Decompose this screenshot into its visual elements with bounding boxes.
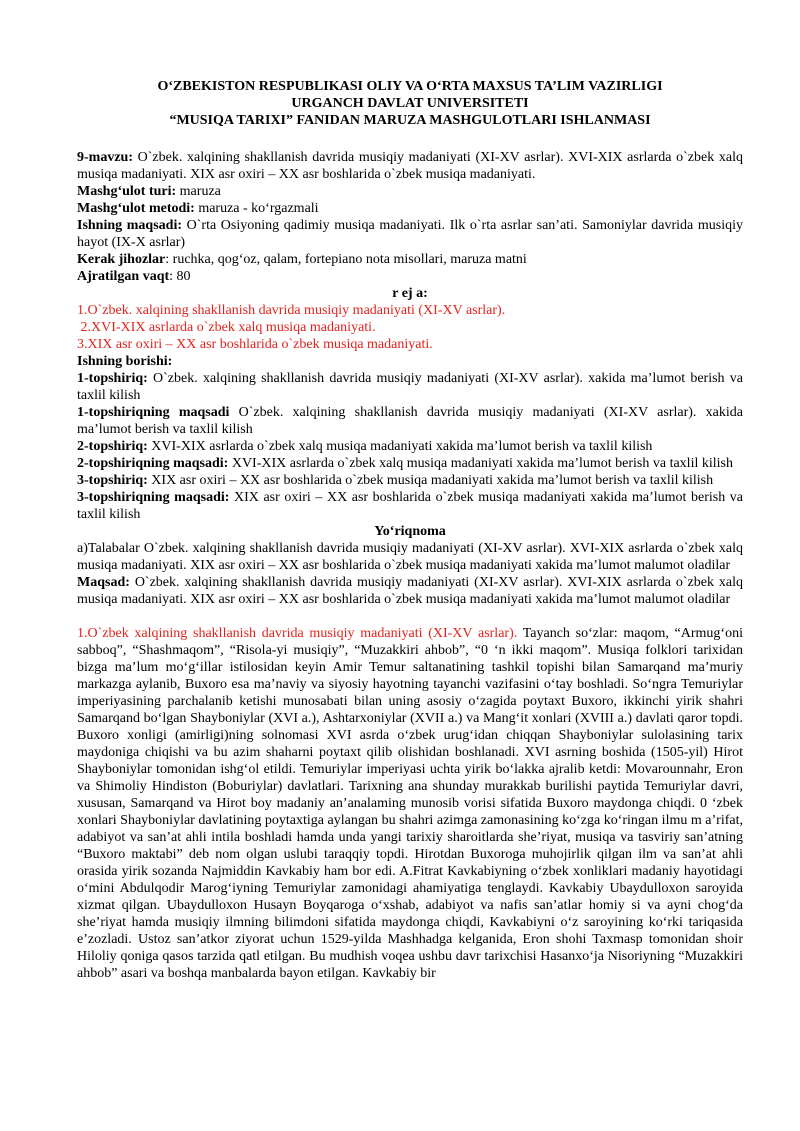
task-text: XIX asr oxiri – XX asr boshlarida o`zbek musiqa madaniyati xakida ma’lumot berish va taxlil kilish	[147, 473, 714, 488]
header-ministry: O‘ZBEKISTON RESPUBLIKASI OLIY VA O‘RTA MAXSUS TA’LIM VAZIRLIGI	[157, 79, 663, 94]
instructions-goal-label: Maqsad:	[77, 575, 130, 590]
plan-item: 2.XVI-XIX asrlarda o`zbek xalq musiqa madaniyati.	[77, 320, 376, 335]
work-goal-label: Ishning maqsadi:	[77, 218, 183, 233]
task-item	[77, 404, 743, 438]
header-university: URGANCH DAVLAT UNIVERSITETI	[291, 96, 529, 111]
allotted-time	[77, 268, 743, 285]
work-goal	[77, 217, 743, 251]
work-goal-text: O`rta Osiyoning qadimiy musiqa madaniyati. Ilk o`rta asrlar san’ati. Samoniylar davrida musiqiy hayot (IX-X asrlar)	[77, 218, 743, 250]
document-header	[77, 78, 743, 129]
instructions-title: Yo‘riqnoma	[374, 524, 446, 539]
lesson-method-label: Mashg‘ulot metodi:	[77, 201, 195, 216]
task-item	[77, 370, 743, 404]
task-text: XVI-XIX asrlarda o`zbek xalq musiqa madaniyati xakida ma’lumot berish va taxlil kilish	[147, 439, 653, 454]
lesson-type	[77, 183, 743, 200]
header-subject: “MUSIQA TARIXI” FANIDAN MARUZA MASHGULOTLARI ISHLANMASI	[169, 113, 651, 128]
plan-title: r ej a:	[392, 286, 428, 301]
lesson-type-label: Mashg‘ulot turi:	[77, 184, 177, 199]
task-label: 2-topshiriqning maqsadi:	[77, 456, 229, 471]
instructions-goal-text: O`zbek. xalqining shakllanish davrida musiqiy madaniyati (XI-XV asrlar). XVI-XIX asrlarda o`zbek xalq musiqa madaniyati. XIX asr oxiri – XX asr boshlarida o`zbek musiqa madaniyati xakida ma’lumot malumot oladilar	[77, 575, 743, 607]
procedure-title: Ishning borishi:	[77, 354, 173, 369]
section-1-body: Tayanch so‘zlar: maqom, “Armug‘oni sabboq”, “Shashmaqom”, “Risola-yi musiqiy”, “Muzakkiri ahbob”, “0 ‘n ikki maqom”. Musiqa folklori tarixidan bizga ma’lum mo‘g‘illar istilosidan keyin Amir Temur saltanatining tashkil topishi bilan Samarqand ma’muriy markazga aylanib, Buxoro esa ma’naviy va siyosiy hayotning tayanchi vazifasini o‘tay boshladi. So‘ngra Temuriylar imperiyasining parchalanib ketishi munosabati bilan uning asosiy o‘zagida poytaxt Buxoro, ikkinchi yirik shahri Samarqand bo‘lgan Shayboniylar (XVI a.), Ashtarxoniylar (XVII a.) va Mang‘it xonlari (XVIII a.) davlati qaror topdi. Buxoro xonligi (amirligi)ning solnomasi XVI asrda o‘zbek urug‘idan chiqqan Shayboniylar sulolasining tarix maydoniga chiqishi va bu azim shaharni poytaxt qilib olishidan boshlanadi. XVI asrning boshida (1505-yil) Hirot Shayboniylar tomonidan ishg‘ol etildi. Temuriylar imperiyasi uchta yirik bo‘lakka ajralib ketdi: Movarounnahr, Eron va Shimoliy Hindiston (Boburiylar) davlatlari. Tarixning ana shunday murakkab burilishi paytida Temuriylar davri, xususan, Samarqand va Hirot boy madaniy an’analaming munosib vorisi sifatida Buxoro maydonga chiqdi. 0 ‘zbek xonlari Shayboniylar davlatining poytaxtiga aylangan bu shahri azimga zamonasining ko‘zga ko‘ringan ilmu m a’rifat, adabiyot va san’at ahli intila boshladi hamda unda yangi tarixiy sharoitlarda she’riyat, musiqa va tasviriy san’atning “Buxoro maktabi” deb nom olgan uslubi taraqqiy topdi. Hirotdan Buxoroga muhojirlik qilgan ilm va san’at ahli orasida yirik sozanda Najmiddin Kavkabiy ham bor edi. A.Fitrat Kavkabiyning o‘zbek xonliklari madaniy hayotidagi o‘mini Abdulqodir Marog‘iyning Temuriylar zamonidagi ahamiyatiga tenglaydi. Kavkabiy Ubaydulloxon saroyida xizmat qilgan. Ubaydulloxon Husayn Boyqaroga o‘xshab, adabiyot va nafis san’atlar homiy si va ayni chog‘da she’riyat hamda musiqiy ilmning bilimdoni sifatida maydonga chiqdi, Kavkabiyni o‘z saroyining ko‘rki tariqasida e’zozladi. Ustoz san’atkor ziyorat uchun 1529-yilda Mashhadga kelganida, Eron shohi Taxmasp tomonidan shoir Hiloliy qoniga qasos tarzida qatl etilgan. Bu mudhish voqea ushbu davr tarixchisi Hasanxo‘ja Nisoriyning “Muzakkiri ahbob” asari va boshqa manbalarda bayon etilgan. Kavkabiy bir	[77, 626, 743, 981]
document-page	[77, 78, 743, 982]
task-text: O`zbek. xalqining shakllanish davrida musiqiy madaniyati (XI-XV asrlar). xakida ma’lumot berish va taxlil kilish	[77, 371, 743, 403]
equipment	[77, 251, 743, 268]
topic-text: O`zbek. xalqining shakllanish davrida musiqiy madaniyati (XI-XV asrlar). XVI-XIX asrlarda o`zbek xalq musiqa madaniyati. XIX asr oxiri – XX asr boshlarida o`zbek musiqa madaniyati.	[77, 150, 743, 182]
task-label: 3-topshiriqning maqsadi:	[77, 490, 230, 505]
instructions-a: a)Talabalar O`zbek. xalqining shakllanish davrida musiqiy madaniyati (XI-XV asrlar). XVI-XIX asrlarda o`zbek xalq musiqa madaniyati. XIX asr oxiri – XX asr boshlarida o`zbek musiqa madaniyati xakida ma’lumot malumot oladilar	[77, 541, 743, 573]
task-label: 1-topshiriqning maqsadi	[77, 405, 230, 420]
task-label: 2-topshiriq:	[77, 439, 148, 454]
task-label: 3-topshiriq:	[77, 473, 148, 488]
lesson-type-text: maruza	[176, 184, 221, 199]
equipment-label: Kerak jihozlar	[77, 252, 166, 267]
instructions-goal	[77, 574, 743, 608]
lesson-method-text: maruza - ko‘rgazmali	[194, 201, 319, 216]
section-1-paragraph	[77, 625, 743, 982]
plan-item: 3.XIX asr oxiri – XX asr boshlarida o`zbek musiqa madaniyati.	[77, 337, 433, 352]
topic-paragraph	[77, 149, 743, 183]
task-item	[77, 489, 743, 523]
section-1-heading: 1.O`zbek xalqining shakllanish davrida musiqiy madaniyati (XI-XV asrlar).	[77, 626, 518, 641]
task-text: XVI-XIX asrlarda o`zbek xalq musiqa madaniyati xakida ma’lumot berish va taxlil kilish	[228, 456, 733, 471]
plan-item: 1.O`zbek. xalqining shakllanish davrida musiqiy madaniyati (XI-XV asrlar).	[77, 303, 506, 318]
task-item	[77, 438, 743, 455]
task-item	[77, 455, 743, 472]
task-text: XIX asr oxiri – XX asr boshlarida o`zbek musiqa madaniyati xakida ma’lumot berish va taxlil kilish	[77, 490, 743, 522]
allotted-time-text: : 80	[169, 269, 191, 284]
task-label: 1-topshiriq:	[77, 371, 148, 386]
task-item	[77, 472, 743, 489]
lesson-method	[77, 200, 743, 217]
topic-label: 9-mavzu:	[77, 150, 133, 165]
task-text: O`zbek. xalqining shakllanish davrida musiqiy madaniyati (XI-XV asrlar). xakida ma’lumot berish va taxlil kilish	[77, 405, 743, 437]
equipment-text: : ruchka, qog‘oz, qalam, fortepiano nota misollari, maruza matni	[165, 252, 527, 267]
allotted-time-label: Ajratilgan vaqt	[77, 269, 170, 284]
